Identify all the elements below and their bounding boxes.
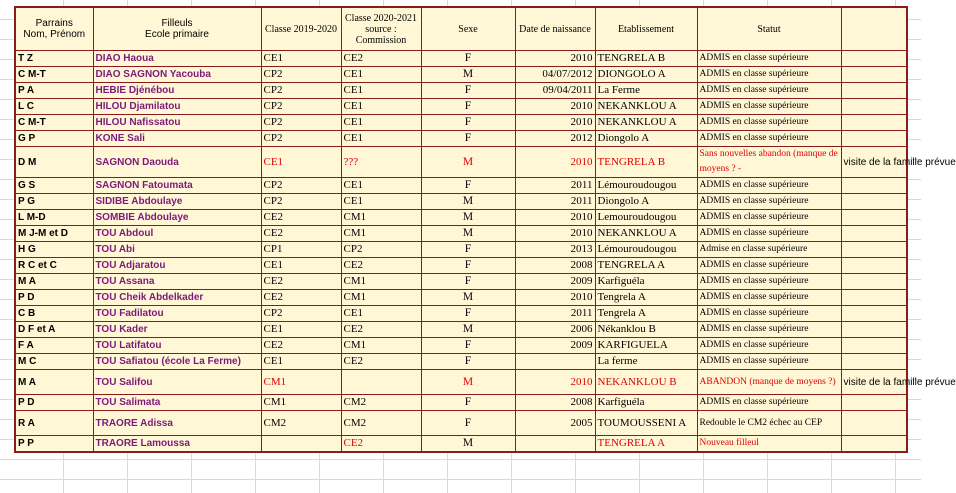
date-cell[interactable]: 2008 [515,395,595,411]
classe-2020-cell[interactable]: CE1 [341,99,421,115]
comment-cell[interactable] [841,131,907,147]
filleul-cell[interactable]: TOU Abdoul [93,226,261,242]
header-row [15,7,907,51]
statut-cell[interactable]: ADMIS en classe supérieure [697,99,841,115]
header-classe-2019[interactable]: Classe 2019-2020 [261,7,341,51]
parrain-cell[interactable]: G S [15,178,93,194]
filleul-cell[interactable]: HILOU Nafissatou [93,115,261,131]
date-cell[interactable]: 2010 [515,210,595,226]
table-row [15,226,907,242]
parrain-cell[interactable]: L C [15,99,93,115]
date-cell[interactable]: 09/04/2011 [515,83,595,99]
sexe-cell[interactable]: M [421,436,515,453]
comment-cell[interactable] [841,99,907,115]
filleul-cell[interactable]: SAGNON Fatoumata [93,178,261,194]
sexe-cell[interactable]: F [421,242,515,258]
sexe-cell[interactable]: F [421,274,515,290]
classe-2020-cell[interactable]: CM1 [341,290,421,306]
statut-cell[interactable]: Sans nouvelles abandon (manque de moyens ? - [697,147,841,178]
statut-cell[interactable]: ADMIS en classe supérieure [697,258,841,274]
parrain-cell[interactable]: C B [15,306,93,322]
sexe-cell[interactable]: F [421,131,515,147]
classe-2020-cell[interactable]: CP2 [341,242,421,258]
filleul-cell[interactable]: TOU Cheik Abdelkader [93,290,261,306]
etablissement-cell[interactable]: La ferme [595,354,697,370]
comment-cell[interactable] [841,306,907,322]
table-body [15,51,956,453]
table-row [15,274,907,290]
classe-2019-cell[interactable]: CE2 [261,338,341,354]
table-row [15,322,907,338]
date-cell[interactable]: 2010 [515,290,595,306]
parrain-cell[interactable]: D M [15,147,93,178]
parrain-cell[interactable]: C M-T [15,67,93,83]
header-parrains-label: Parrains [35,18,73,29]
table-row [15,194,907,210]
table-row [15,67,907,83]
sexe-cell[interactable]: F [421,354,515,370]
comment-cell[interactable] [841,194,907,210]
sexe-cell[interactable]: M [421,194,515,210]
filleul-cell[interactable]: TOU Adjaratou [93,258,261,274]
comment-cell[interactable] [841,226,907,242]
table-row [15,147,907,178]
statut-cell[interactable]: ADMIS en classe supérieure [697,131,841,147]
header-statut[interactable]: Statut [697,7,841,51]
classe-2019-cell[interactable]: CE1 [261,51,341,67]
date-cell[interactable]: 04/07/2012 [515,67,595,83]
statut-cell[interactable]: ADMIS en classe supérieure [697,210,841,226]
date-cell[interactable]: 2011 [515,194,595,210]
statut-cell[interactable]: ADMIS en classe supérieure [697,395,841,411]
sexe-cell[interactable]: F [421,306,515,322]
header-parrains[interactable] [15,7,93,51]
date-cell[interactable]: 2012 [515,131,595,147]
classe-2020-cell[interactable]: CE1 [341,67,421,83]
classe-2019-cell[interactable]: CE2 [261,226,341,242]
sexe-cell[interactable]: M [421,226,515,242]
sexe-cell[interactable]: F [421,338,515,354]
classe-2019-cell[interactable]: CM1 [261,395,341,411]
filleul-cell[interactable]: SOMBIE Abdoulaye [93,210,261,226]
parrain-cell[interactable]: M A [15,370,93,395]
date-cell[interactable]: 2010 [515,115,595,131]
filleul-cell[interactable]: TOU Safiatou (école La Ferme) [93,354,261,370]
statut-cell[interactable]: ADMIS en classe supérieure [697,226,841,242]
comment-cell[interactable] [841,338,907,354]
statut-cell[interactable]: ADMIS en classe supérieure [697,67,841,83]
filleul-cell[interactable]: TRAORE Adissa [93,411,261,436]
classe-2019-cell[interactable]: CE1 [261,147,341,178]
comment-cell[interactable] [841,395,907,411]
comment-cell[interactable] [841,436,907,453]
parrain-cell[interactable]: P D [15,395,93,411]
statut-cell[interactable]: ABANDON (manque de moyens ?) [697,370,841,395]
table-row [15,395,907,411]
statut-cell[interactable]: ADMIS en classe supérieure [697,194,841,210]
etablissement-cell[interactable]: Tengrela A [595,290,697,306]
classe-2020-cell[interactable]: CE1 [341,131,421,147]
date-cell[interactable]: 2010 [515,99,595,115]
date-cell[interactable]: 2010 [515,51,595,67]
classe-2019-cell[interactable]: CP1 [261,242,341,258]
parrain-cell[interactable]: M C [15,354,93,370]
comment-cell[interactable] [841,411,907,436]
parrain-cell[interactable]: P P [15,436,93,453]
filleul-cell[interactable]: DIAO SAGNON Yacouba [93,67,261,83]
statut-cell[interactable]: ADMIS en classe supérieure [697,83,841,99]
parrain-cell[interactable]: P D [15,290,93,306]
parrain-cell[interactable]: P G [15,194,93,210]
header-classe-2020[interactable]: Classe 2020-2021 source : Commission [341,7,421,51]
table-row [15,210,907,226]
etablissement-cell[interactable]: Lémouroudougou [595,178,697,194]
classe-2020-cell[interactable]: CM1 [341,226,421,242]
classe-2019-cell[interactable]: CE1 [261,322,341,338]
table-row [15,290,907,306]
date-cell[interactable]: 2013 [515,242,595,258]
sexe-cell[interactable]: F [421,258,515,274]
comment-cell[interactable] [841,290,907,306]
comment-cell[interactable] [841,51,907,67]
table-row [15,115,907,131]
filleul-cell[interactable]: HEBIE Djénébou [93,83,261,99]
date-cell[interactable]: 2011 [515,178,595,194]
classe-2019-cell[interactable]: CP2 [261,306,341,322]
date-cell[interactable]: 2009 [515,338,595,354]
table-row [15,178,907,194]
classe-2020-cell[interactable]: CE2 [341,258,421,274]
comment-cell[interactable] [841,178,907,194]
statut-cell[interactable]: ADMIS en classe supérieure [697,178,841,194]
classe-2020-cell[interactable] [341,370,421,395]
sexe-cell[interactable]: M [421,290,515,306]
date-cell[interactable]: 2011 [515,306,595,322]
parrain-cell[interactable]: H G [15,242,93,258]
date-cell[interactable] [515,354,595,370]
classe-2019-cell[interactable]: CE2 [261,274,341,290]
date-cell[interactable]: 2005 [515,411,595,436]
classe-2020-cell[interactable]: CM2 [341,411,421,436]
filleul-cell[interactable]: TOU Salifou [93,370,261,395]
table-row [15,436,907,453]
etablissement-cell[interactable]: Diongolo A [595,194,697,210]
comment-cell[interactable] [841,115,907,131]
classe-2019-cell[interactable]: CP2 [261,99,341,115]
parrain-cell[interactable]: R C et C [15,258,93,274]
table-row [15,354,907,370]
classe-2019-cell[interactable]: CE1 [261,258,341,274]
table-row [15,370,907,395]
classe-2019-cell[interactable]: CP2 [261,131,341,147]
statut-cell[interactable]: ADMIS en classe supérieure [697,306,841,322]
date-cell[interactable]: 2010 [515,147,595,178]
sexe-cell[interactable]: F [421,395,515,411]
filleul-cell[interactable]: TRAORE Lamoussa [93,436,261,453]
date-cell[interactable]: 2010 [515,226,595,242]
parrain-cell[interactable]: C M-T [15,115,93,131]
filleul-cell[interactable]: TOU Latifatou [93,338,261,354]
comment-cell[interactable] [841,354,907,370]
comment-cell[interactable] [841,258,907,274]
students-table [14,6,956,453]
etablissement-cell[interactable]: NEKANKLOU A [595,99,697,115]
table-row [15,83,907,99]
comment-cell[interactable]: visite de la famille prévue [841,370,907,395]
classe-2020-cell[interactable]: CE2 [341,354,421,370]
filleul-cell[interactable]: SIDIBE Abdoulaye [93,194,261,210]
filleul-cell[interactable]: TOU Assana [93,274,261,290]
filleul-cell[interactable]: TOU Abi [93,242,261,258]
classe-2020-cell[interactable]: CE1 [341,306,421,322]
etablissement-cell[interactable]: Lémouroudougou [595,242,697,258]
etablissement-cell[interactable]: TOUMOUSSENI A [595,411,697,436]
table-row [15,242,907,258]
sexe-cell[interactable]: F [421,83,515,99]
comment-cell[interactable] [841,242,907,258]
table-row [15,258,907,274]
classe-2020-cell[interactable]: CE2 [341,51,421,67]
table-row [15,306,907,322]
comment-cell[interactable] [841,210,907,226]
parrain-cell[interactable]: M J-M et D [15,226,93,242]
header-comment[interactable] [841,7,907,51]
table-row [15,51,907,67]
classe-2019-cell[interactable]: CE2 [261,210,341,226]
etablissement-cell[interactable]: Karfiguéla [595,395,697,411]
statut-cell[interactable]: ADMIS en classe supérieure [697,354,841,370]
statut-cell[interactable]: ADMIS en classe supérieure [697,51,841,67]
classe-2019-cell[interactable]: CE2 [261,290,341,306]
filleul-cell[interactable]: TOU Kader [93,322,261,338]
parrain-cell[interactable]: D F et A [15,322,93,338]
classe-2019-cell[interactable]: CM1 [261,370,341,395]
comment-cell[interactable] [841,322,907,338]
filleul-cell[interactable]: HILOU Djamilatou [93,99,261,115]
sexe-cell[interactable]: M [421,370,515,395]
etablissement-cell[interactable]: NEKANKLOU A [595,115,697,131]
header-filleuls[interactable] [93,7,261,51]
classe-2019-cell[interactable]: CE1 [261,354,341,370]
etablissement-cell[interactable]: TENGRELA A [595,436,697,453]
etablissement-cell[interactable]: La Ferme [595,83,697,99]
etablissement-cell[interactable]: DIONGOLO A [595,67,697,83]
statut-cell[interactable]: Nouveau filleul [697,436,841,453]
classe-2020-cell[interactable]: CE2 [341,436,421,453]
sexe-cell[interactable]: F [421,178,515,194]
filleul-cell[interactable]: TOU Salimata [93,395,261,411]
etablissement-cell[interactable]: Diongolo A [595,131,697,147]
sexe-cell[interactable]: F [421,51,515,67]
statut-cell[interactable]: Admise en classe supérieure [697,242,841,258]
parrain-cell[interactable]: P A [15,83,93,99]
header-filleuls-label: Filleuls [161,18,193,29]
etablissement-cell[interactable]: TENGRELA B [595,51,697,67]
classe-2019-cell[interactable]: CP2 [261,115,341,131]
statut-cell[interactable]: ADMIS en classe supérieure [697,338,841,354]
statut-cell[interactable]: ADMIS en classe supérieure [697,290,841,306]
etablissement-cell[interactable]: Lemouroudougou [595,210,697,226]
sexe-cell[interactable]: M [421,147,515,178]
date-cell[interactable]: 2010 [515,370,595,395]
classe-2019-cell[interactable]: CP2 [261,194,341,210]
classe-2019-cell[interactable] [261,436,341,453]
classe-2020-cell[interactable]: ??? [341,147,421,178]
sexe-cell[interactable]: F [421,99,515,115]
sexe-cell[interactable]: F [421,411,515,436]
date-cell[interactable]: 2006 [515,322,595,338]
parrain-cell[interactable]: F A [15,338,93,354]
classe-2020-cell[interactable]: CE1 [341,194,421,210]
comment-cell[interactable] [841,274,907,290]
etablissement-cell[interactable]: NEKANKLOU B [595,370,697,395]
classe-2020-cell[interactable]: CM1 [341,338,421,354]
etablissement-cell[interactable]: TENGRELA A [595,258,697,274]
filleul-cell[interactable]: SAGNON Daouda [93,147,261,178]
sexe-cell[interactable]: M [421,67,515,83]
etablissement-cell[interactable]: Karfiguéla [595,274,697,290]
parrain-cell[interactable]: M A [15,274,93,290]
sexe-cell[interactable]: M [421,210,515,226]
etablissement-cell[interactable]: Tengrela A [595,306,697,322]
classe-2019-cell[interactable]: CP2 [261,67,341,83]
classe-2020-cell[interactable]: CE1 [341,83,421,99]
filleul-cell[interactable]: DIAO Haoua [93,51,261,67]
etablissement-cell[interactable]: Nékanklou B [595,322,697,338]
header-date[interactable]: Date de naissance [515,7,595,51]
classe-2020-cell[interactable]: CM1 [341,210,421,226]
date-cell[interactable] [515,436,595,453]
classe-2020-cell[interactable]: CM1 [341,274,421,290]
date-cell[interactable]: 2008 [515,258,595,274]
classe-2020-cell[interactable]: CE2 [341,322,421,338]
classe-2020-cell[interactable]: CE1 [341,115,421,131]
statut-cell[interactable]: ADMIS en classe supérieure [697,274,841,290]
statut-cell[interactable]: ADMIS en classe supérieure [697,322,841,338]
filleul-cell[interactable]: TOU Fadilatou [93,306,261,322]
header-ecole-label: Ecole primaire [145,29,209,40]
comment-cell[interactable] [841,83,907,99]
sexe-cell[interactable]: M [421,322,515,338]
classe-2019-cell[interactable]: CM2 [261,411,341,436]
etablissement-cell[interactable]: NEKANKLOU A [595,226,697,242]
statut-cell[interactable]: Redouble le CM2 échec au CEP [697,411,841,436]
classe-2019-cell[interactable]: CP2 [261,83,341,99]
classe-2020-cell[interactable]: CE1 [341,178,421,194]
parrain-cell[interactable]: L M-D [15,210,93,226]
table-row [15,131,907,147]
comment-cell[interactable] [841,67,907,83]
parrain-cell[interactable]: R A [15,411,93,436]
statut-cell[interactable]: ADMIS en classe supérieure [697,115,841,131]
comment-cell[interactable]: visite de la famille prévue [841,147,907,178]
etablissement-cell[interactable]: TENGRELA B [595,147,697,178]
header-sexe[interactable]: Sexe [421,7,515,51]
parrain-cell[interactable]: T Z [15,51,93,67]
table-row [15,99,907,115]
parrain-cell[interactable]: G P [15,131,93,147]
date-cell[interactable]: 2009 [515,274,595,290]
sexe-cell[interactable]: F [421,115,515,131]
etablissement-cell[interactable]: KARFIGUELA [595,338,697,354]
filleul-cell[interactable]: KONE Sali [93,131,261,147]
classe-2020-cell[interactable]: CM2 [341,395,421,411]
classe-2019-cell[interactable]: CP2 [261,178,341,194]
table-row [15,411,907,436]
header-etablissement[interactable]: Etablissement [595,7,697,51]
table-row [15,338,907,354]
header-nom-prenom-label: Nom, Prénom [23,29,86,40]
